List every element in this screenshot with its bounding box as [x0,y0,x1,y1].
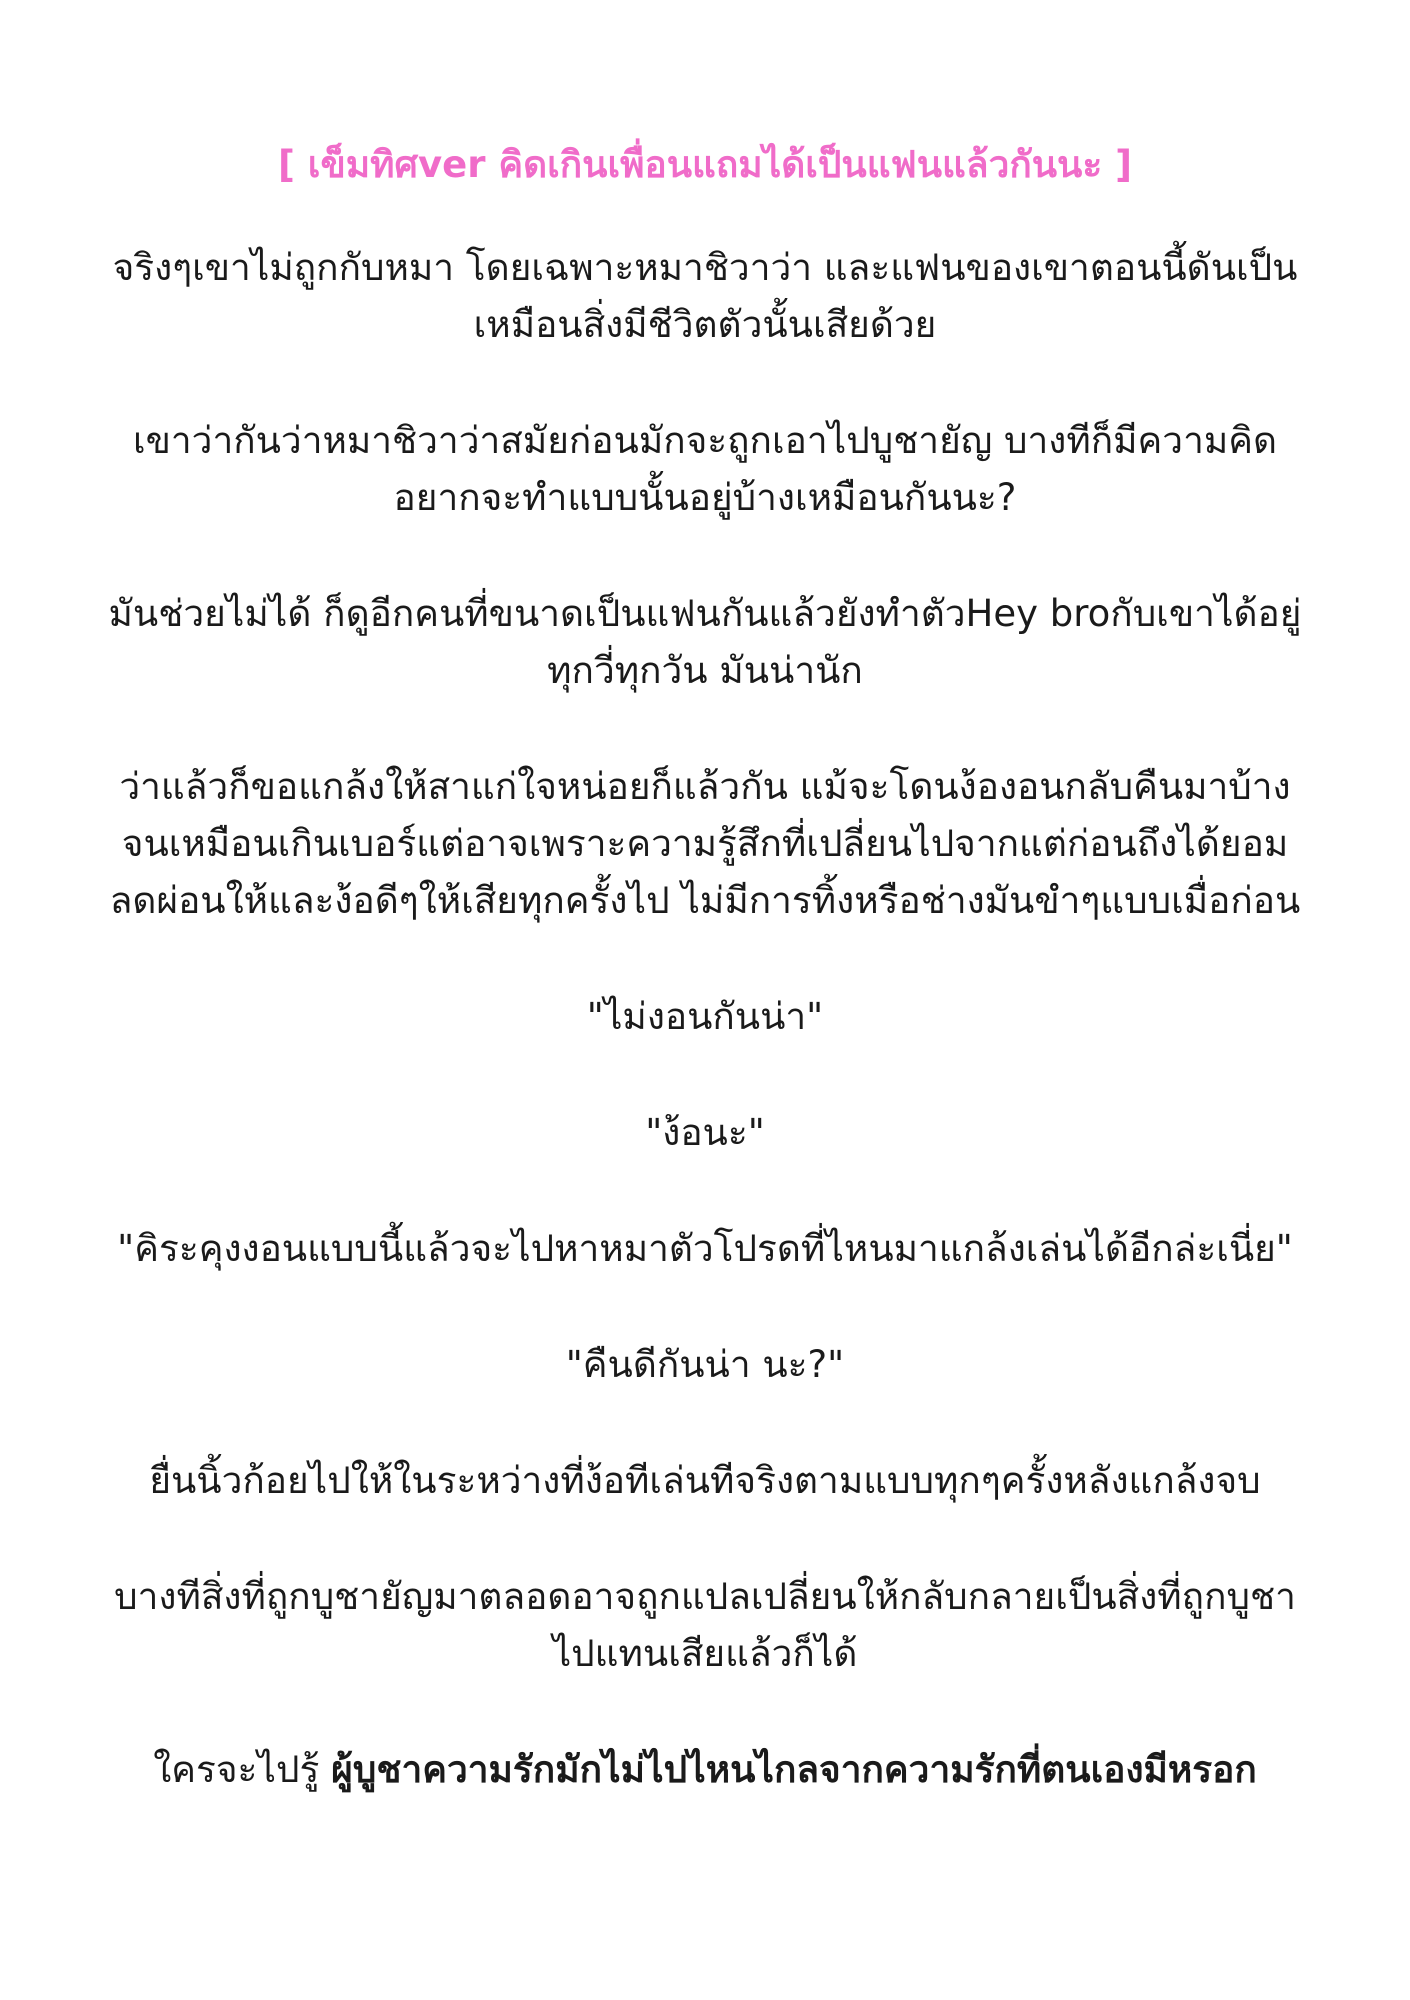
story-title: [ เข็มทิศver คิดเกินเพื่อนแถมได้เป็นแฟนแล้วกันนะ ] [278,143,1132,186]
dialogue-1: "ไม่งอนกันน่า" [586,995,824,1038]
closing-prefix: ใครจะไปรู้ [153,1748,332,1791]
paragraph-5: ยื่นนิ้วก้อยไปให้ในระหว่างที่ง้อทีเล่นทีจริงตามแบบทุกๆครั้งหลังแกล้งจบ [149,1459,1261,1502]
paragraph-6: บางทีสิ่งที่ถูกบูชายัญมาตลอดอาจถูกแปลเปลี่ยนให้กลับกลายเป็นสิ่งที่ถูกบูชาไปแทนเสียแล้วก็ได้ [114,1575,1296,1675]
paragraph-3: มันช่วยไม่ได้ ก็ดูอีกคนที่ขนาดเป็นแฟนกันแล้วยังทำตัวHey broกับเขาได้อยู่ทุกวี่ทุกวัน มันน่านัก [108,592,1302,692]
dialogue-3: "คิระคุงงอนแบบนี้แล้วจะไปหาหมาตัวโปรดที่ไหนมาแกล้งเล่นได้อีกล่ะเนี่ย" [117,1227,1293,1270]
closing-emphasis: ผู้บูชาความรักมักไม่ไปไหนไกลจากความรักที่ตนเองมีหรอก [331,1748,1257,1791]
closing-line [100,1741,1310,1798]
document-body [100,136,1310,1798]
paragraph-1: จริงๆเขาไม่ถูกกับหมา โดยเฉพาะหมาชิวาว่า และแฟนของเขาตอนนี้ดันเป็นเหมือนสิ่งมีชีวิตตัวนั้นเสียด้วย [112,246,1298,346]
paragraph-2: เขาว่ากันว่าหมาชิวาว่าสมัยก่อนมักจะถูกเอาไปบูชายัญ บางทีก็มีความคิดอยากจะทำแบบนั้นอยู่บ้างเหมือนกันนะ? [132,419,1278,519]
dialogue-4: "คืนดีกันน่า นะ?" [565,1343,845,1386]
dialogue-2: "ง้อนะ" [645,1111,765,1154]
paragraph-4: ว่าแล้วก็ขอแกล้งให้สาแก่ใจหน่อยก็แล้วกัน แม้จะโดนง้องอนกลับคืนมาบ้างจนเหมือนเกินเบอร์แต่อาจเพราะความรู้สึกที่เปลี่ยนไปจากแต่ก่อนถึงได้ยอมลดผ่อนให้และง้อดีๆให้เสียทุกครั้งไป ไม่มีการทิ้งหรือช่างมันขำๆแบบเมื่อก่อน [109,765,1301,922]
